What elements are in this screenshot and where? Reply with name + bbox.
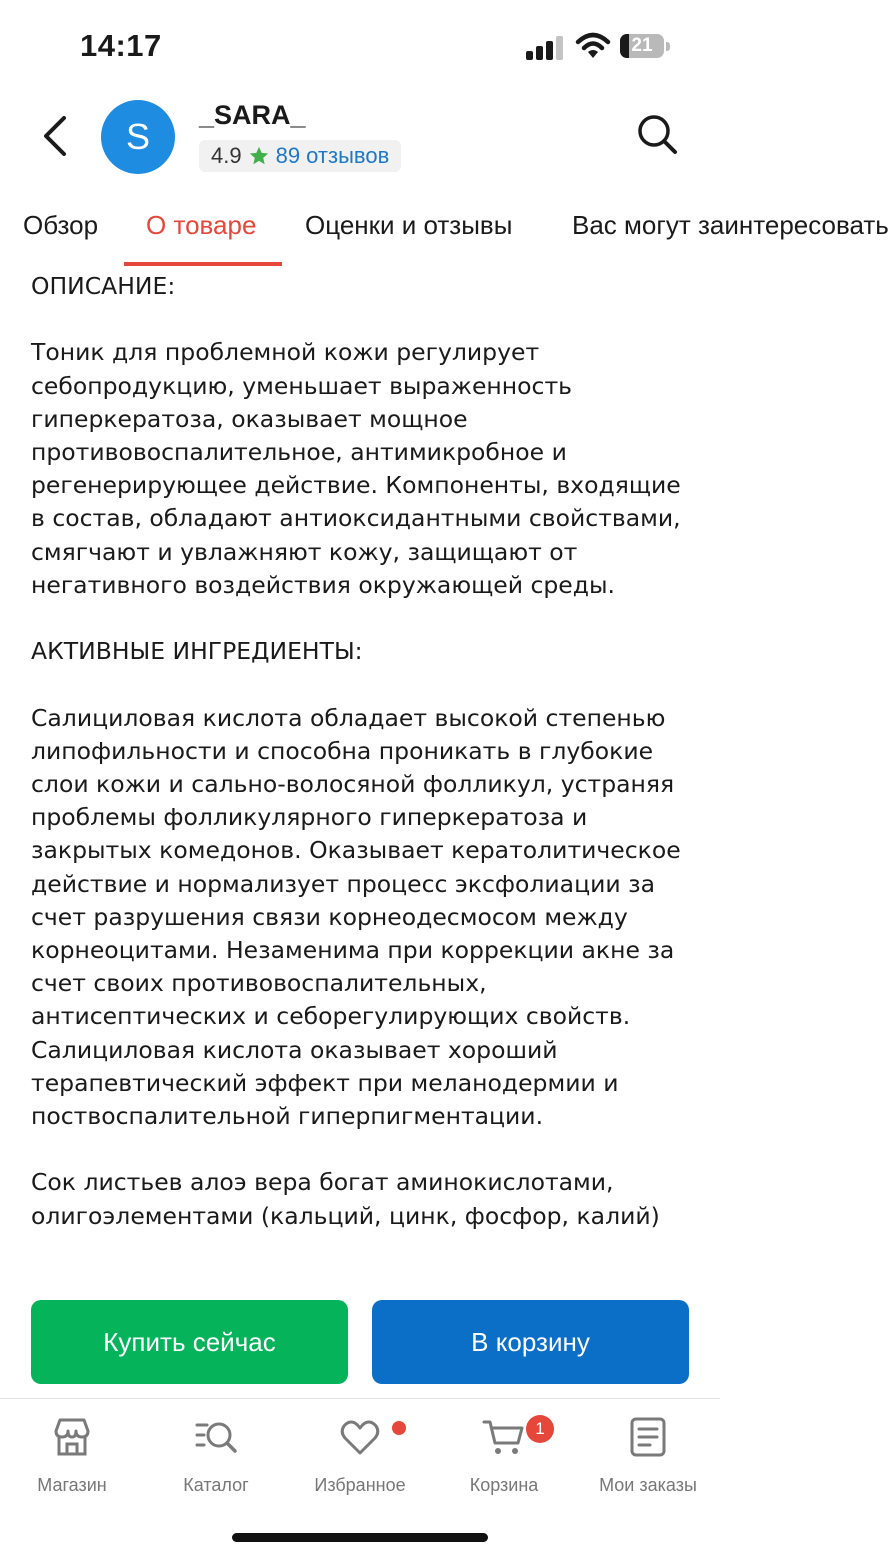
status-time: 14:17 [80,28,162,63]
battery-level: 21 [631,35,653,56]
favorites-notification-dot [392,1421,406,1435]
catalog-search-icon [194,1415,238,1459]
nav-favorites[interactable] [288,1409,432,1496]
nav-catalog-label: Каталог [183,1475,249,1495]
tab-overview[interactable]: Обзор [23,210,99,240]
cart-icon [482,1415,526,1459]
description-heading: ОПИСАНИЕ: [31,272,176,300]
store-name[interactable]: _SARA_ [199,100,306,130]
reviews-link[interactable]: 89 отзывов [275,143,390,168]
nav-orders-label: Мои заказы [599,1475,697,1495]
nav-favorites-label: Избранное [314,1475,406,1495]
buy-now-button[interactable]: Купить сейчас [31,1300,348,1384]
ingredients-paragraph: Сок листьев алоэ вера богат аминокислотами, олигоэлементами (кальций, цинк, фосфор, калий) [31,1168,660,1230]
back-arrow-icon[interactable] [30,104,80,168]
nav-shop-label: Магазин [37,1475,107,1495]
tab-recommendations[interactable]: Вас могут заинтересовать [572,210,889,240]
description-paragraph: Тоник для проблемной кожи регулирует себопродукцию, уменьшает выраженность гиперкератоза, оказывает мощное противовоспалительное, антимикробное и регенерирующее действие. Компоненты, входящие в состав, обладают антиоксидантными свойствами, смягчают и увлажняют кожу, защищают от негативного воздействия окружающей среды. [31,338,681,599]
nav-shop[interactable] [0,1409,144,1496]
orders-list-icon [626,1415,670,1459]
store-avatar[interactable]: S [101,100,175,174]
add-to-cart-button[interactable]: В корзину [372,1300,689,1384]
store-icon [50,1415,94,1459]
rating-badge[interactable] [199,140,401,172]
battery-icon [620,34,672,60]
active-tab-indicator [124,262,282,266]
tab-bar [0,200,889,266]
star-icon [248,145,270,167]
search-icon[interactable] [632,110,682,160]
home-indicator [232,1533,488,1542]
wifi-icon [576,32,610,60]
product-description [31,270,701,1282]
rating-value: 4.9 [211,143,242,168]
nav-cart-label: Корзина [469,1475,539,1495]
ingredients-paragraph: Салициловая кислота обладает высокой степенью липофильности и способна проникать в глубокие слои кожи и сально-волосяной фолликул, устраняя проблемы фолликулярного гиперкератоза и закрытых комедонов. Оказывает кератолитическое действие и нормализует процесс эксфолиации за счет разрушения связи корнеодесмосом между корнеоцитами. Незаменима при коррекции акне за счет своих противовоспалительных, антисептических и себорегулирующих свойств. Салициловая кислота оказывает хороший терапевтический эффект при меланодермии и поствоспалительной гиперпигментации. [31,703,681,1131]
nav-orders[interactable] [576,1409,720,1496]
tab-reviews[interactable]: Оценки и отзывы [305,210,513,240]
ingredients-heading: АКТИВНЫЕ ИНГРЕДИЕНТЫ: [31,637,363,666]
nav-cart[interactable] [432,1409,576,1496]
nav-catalog[interactable] [144,1409,288,1496]
cellular-signal-icon [526,36,566,60]
cart-count-badge: 1 [526,1415,554,1443]
tab-about-product[interactable]: О товаре [146,210,257,240]
heart-icon [338,1415,382,1459]
